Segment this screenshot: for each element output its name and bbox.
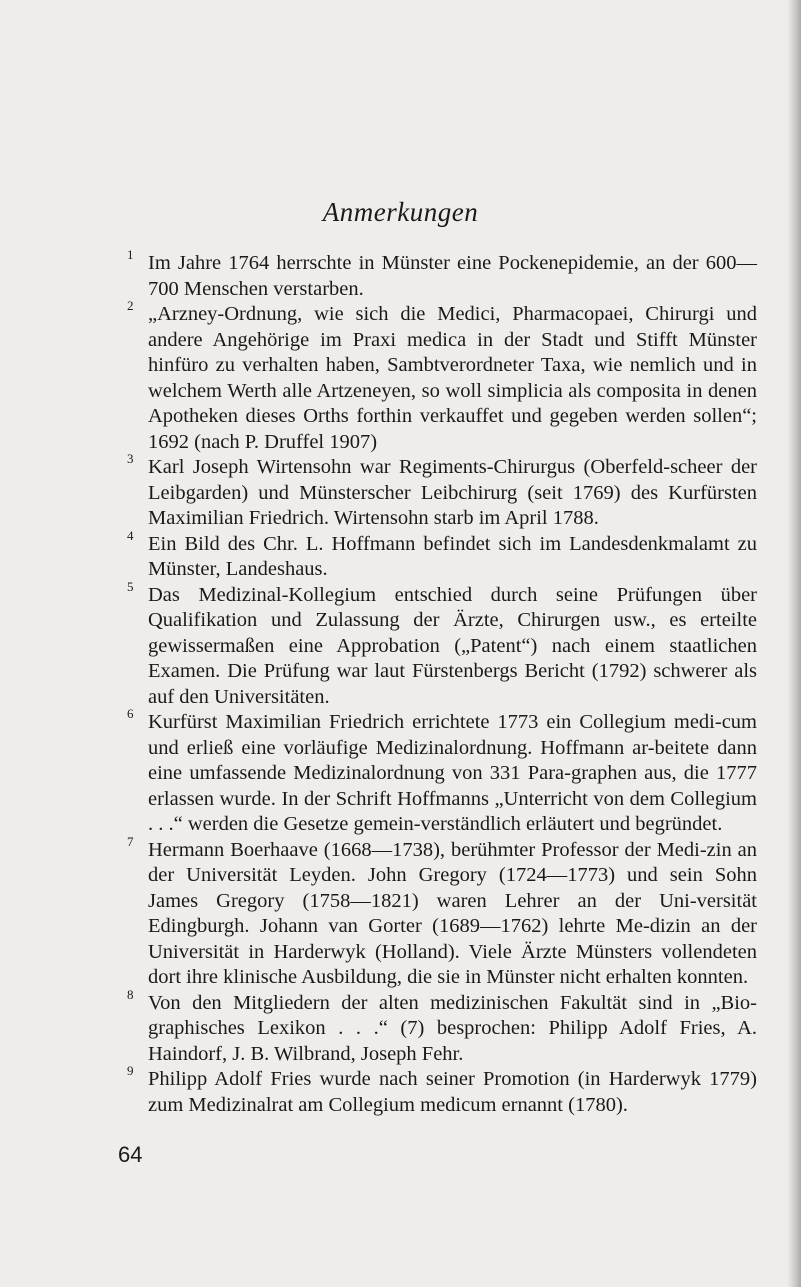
footnote-number: 5 (127, 578, 134, 594)
footnote-number: 2 (127, 298, 134, 313)
footnote-list (127, 247, 757, 1118)
footnote (127, 1063, 757, 1118)
footnote-number: 4 (127, 527, 134, 543)
footnote (127, 527, 757, 583)
footnote-text: Hermann Boerhaave (1668—1738), berühmter Professor der Medi-zin an der Universität Leyden. John Gregory (1724—1773) und sein Sohn James Gregory (1758—1821) waren Lehrer an der Uni-versität Edingburgh. Johann van Gorter (1689—1762) lehrte Me-dizin an der Universität in Harderwyk (Holland). Viele Ärzte Münsters vollendeten dort ihre klinische Ausbildung, die sie in Münster nicht erhalten konnten. (148, 838, 757, 988)
footnote-text: Philipp Adolf Fries wurde nach seiner Promotion (in Harderwyk 1779) zum Medizinalrat am Collegium medicum ernannt (1780). (148, 1068, 757, 1116)
footnote (127, 833, 757, 991)
page-edge-shadow (787, 0, 801, 1287)
footnote-text: Karl Joseph Wirtensohn war Regiments-Chirurgus (Oberfeld-scheer der Leibgarden) und Münsterscher Leibchirurg (seit 1769) des Kurfürsten Maximilian Friedrich. Wirtensohn starb im April 1788. (148, 456, 757, 529)
footnote (127, 578, 757, 711)
footnote-number: 3 (127, 451, 134, 466)
footnote (127, 706, 757, 838)
footnote-text: „Arzney-Ordnung, wie sich die Medici, Pharmacopaei, Chirurgi und andere Angehörige im Praxi medica in der Stadt und Stifft Münster hinfüro zu verhalten haben, Sambtverordneter Taxa, wie nemlich und in welchem Werth alle Artzeneyen, so woll simplicia als composita in denen Apotheken dieses Orths forthin verkauffet und gegeben werden sollen“; 1692 (nach P. Druffel 1907) (148, 303, 757, 453)
footnote (127, 298, 757, 455)
page-heading: Anmerkungen (322, 197, 479, 227)
footnote (127, 451, 757, 532)
footnote (127, 986, 757, 1068)
footnote-number: 9 (127, 1063, 134, 1078)
footnote-number: 8 (127, 986, 134, 1002)
footnote-number: 7 (127, 833, 134, 849)
footnote-text: Im Jahre 1764 herrschte in Münster eine Pockenepidemie, an der 600—700 Menschen verstarben. (148, 252, 757, 300)
footnote-text: Von den Mitgliedern der alten medizinischen Fakultät sind in „Bio-graphisches Lexikon . . .“ (7) besprochen: Philipp Adolf Fries, A. Haindorf, J. B. Wilbrand, Joseph Fehr. (148, 991, 757, 1065)
footnote-number: 6 (127, 706, 134, 721)
footnote (127, 247, 757, 302)
footnote-number: 1 (127, 247, 134, 262)
footnote-text: Das Medizinal-Kollegium entschied durch seine Prüfungen über Qualifikation und Zulassung der Ärzte, Chirurgen usw., es erteilte gewissermaßen eine Approbation („Patent“) nach einem staatlichen Examen. Die Prüfung war laut Fürstenbergs Bericht (1792) schwerer als auf den Universitäten. (148, 583, 757, 708)
page-number: 64 (118, 1142, 143, 1167)
footnote-text: Ein Bild des Chr. L. Hoffmann befindet sich im Landesdenkmalamt zu Münster, Landeshaus. (148, 532, 757, 580)
footnote-text: Kurfürst Maximilian Friedrich errichtete 1773 ein Collegium medi-cum und erließ eine vorläufige Medizinalordnung. Hoffmann ar-beitete dann eine umfassende Medizinalordnung von 331 Para-graphen aus, die 1777 erlassen wurde. In der Schrift Hoffmanns „Unterricht von dem Collegium . . .“ werden die Gesetze gemein-verständlich erläutert und begründet. (148, 711, 757, 835)
